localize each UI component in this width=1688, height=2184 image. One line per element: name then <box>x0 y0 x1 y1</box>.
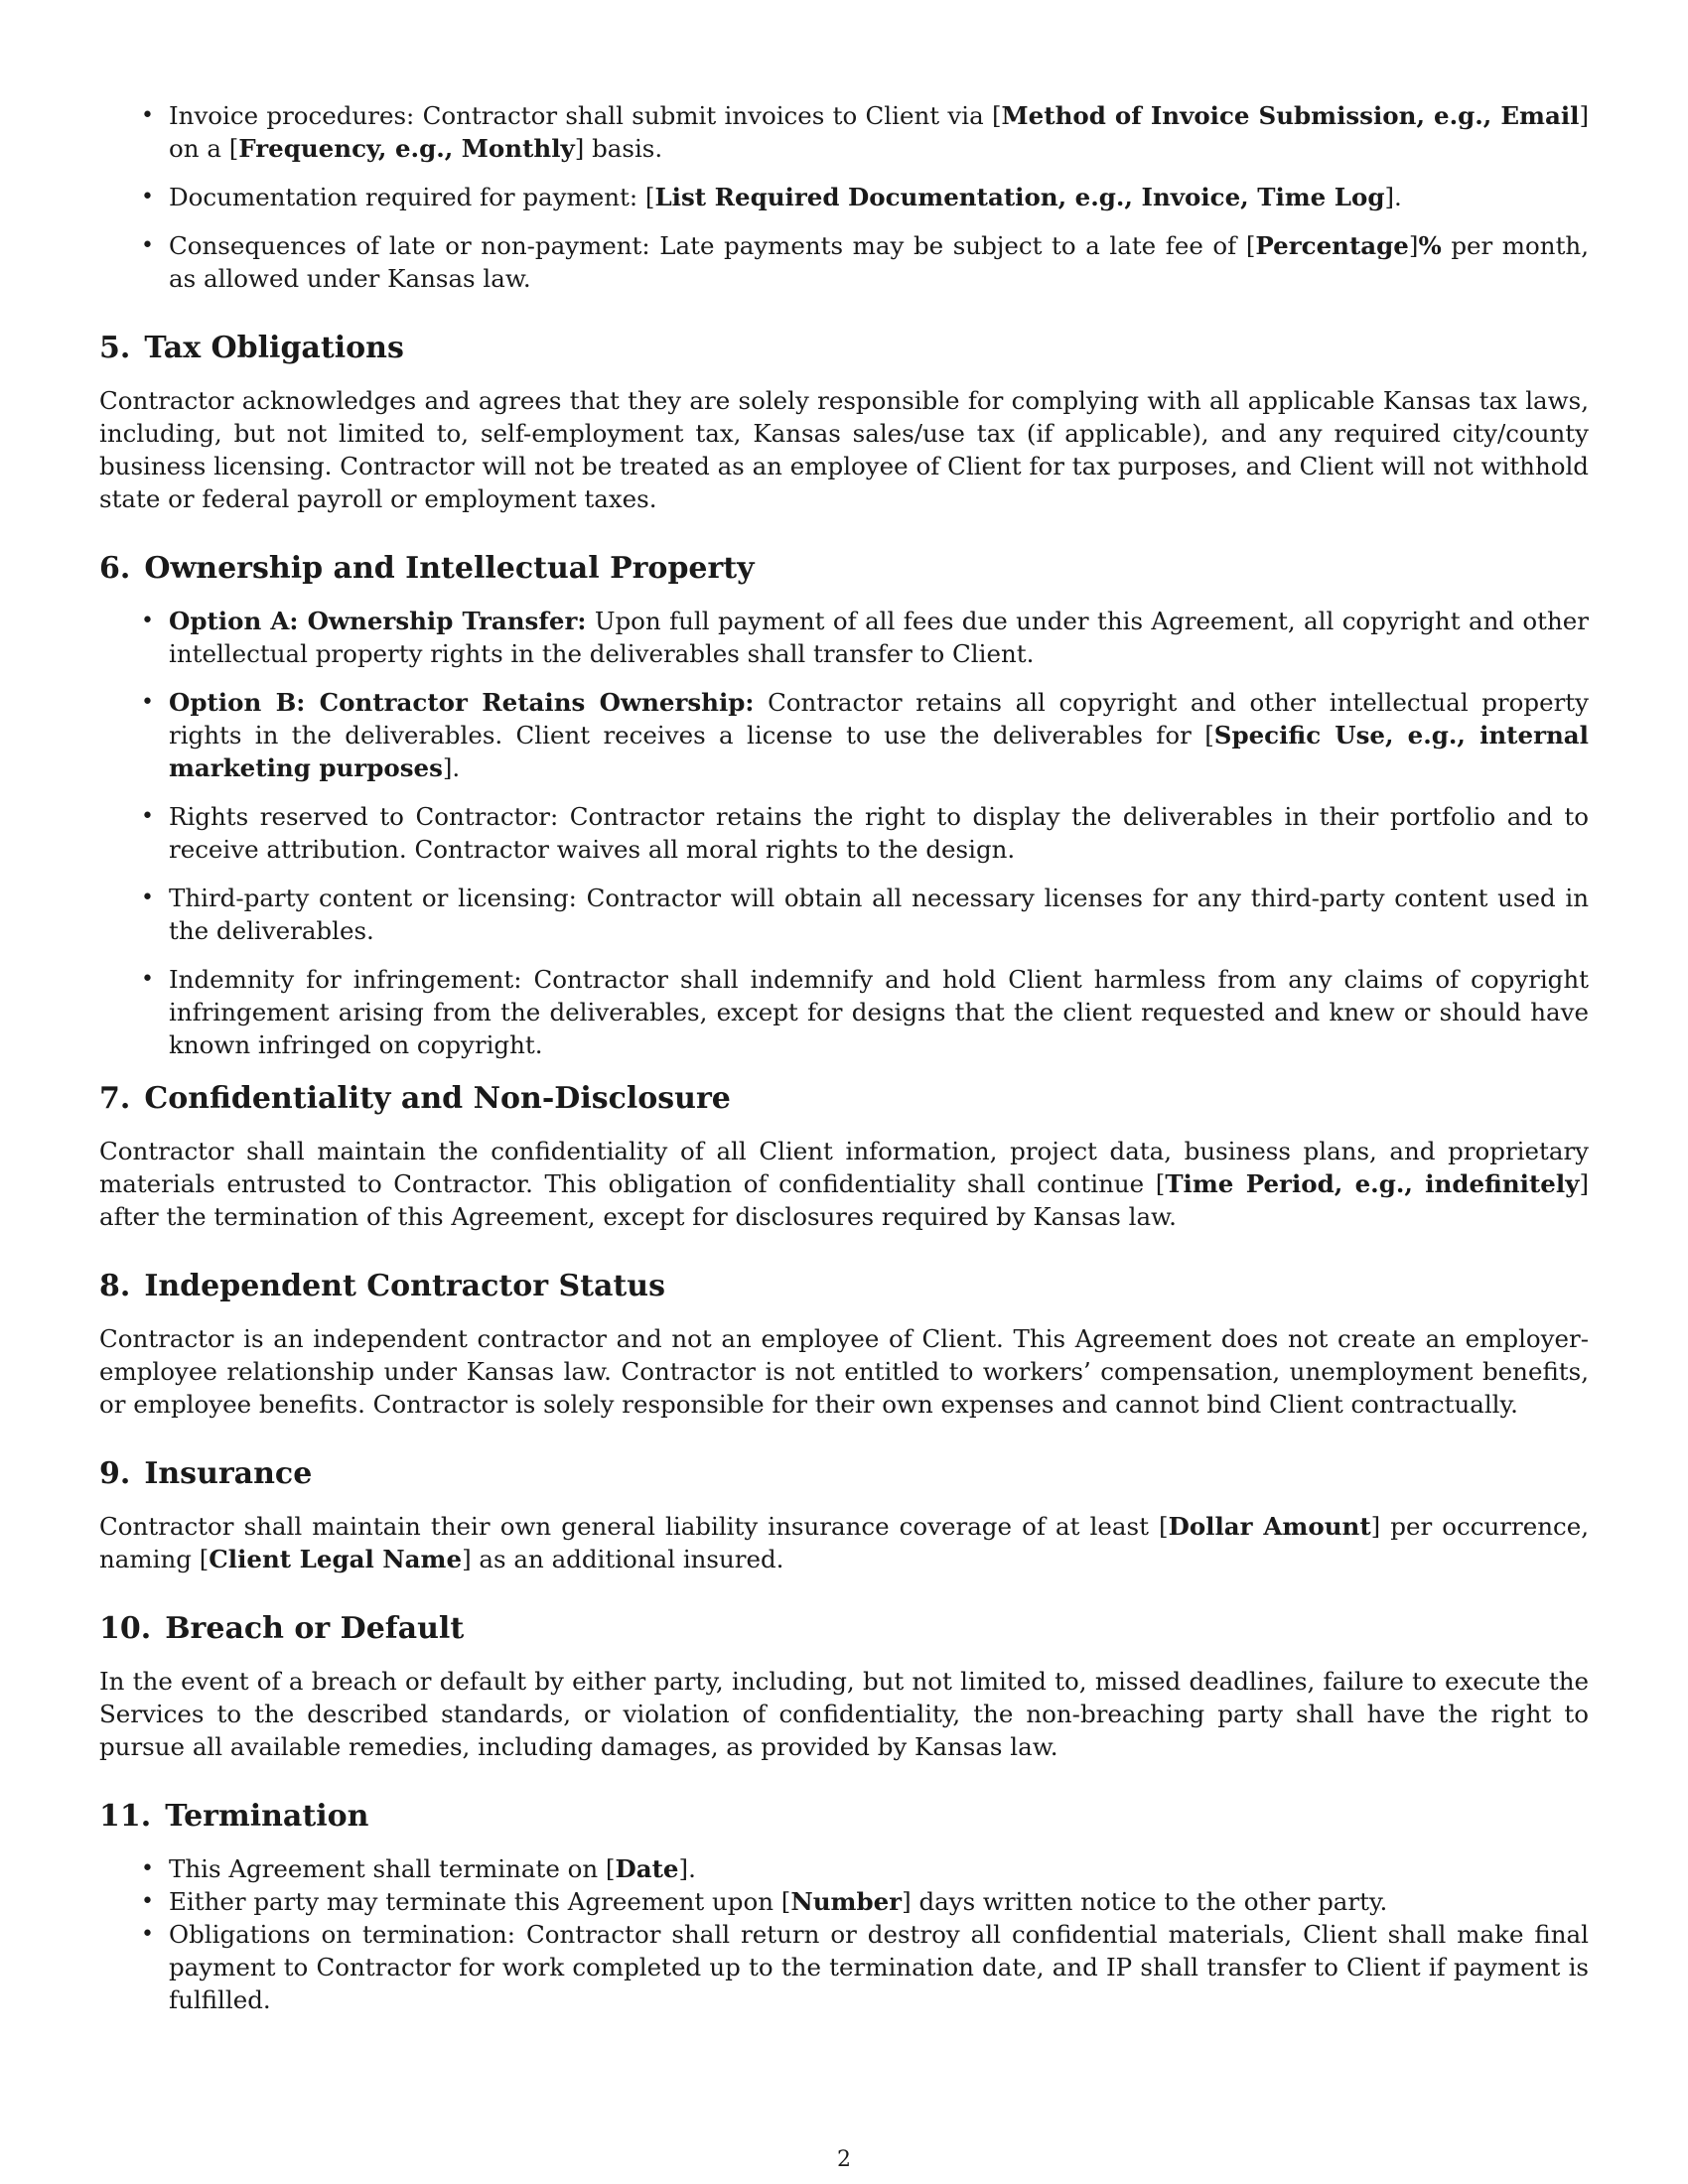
list-item-third-party: • Third-party content or licensing: Contractor will obtain all necessary licenses for any third-party content used in the deliverables. <box>169 882 1589 947</box>
ownership-list <box>99 605 1589 1061</box>
page-number: 2 <box>837 2147 851 2172</box>
section-heading-breach: 10. Breach or Default <box>99 1611 465 1646</box>
section-heading-contractor-status: 8. Independent Contractor Status <box>99 1269 665 1303</box>
section-heading-insurance: 9. Insurance <box>99 1456 313 1491</box>
list-item-invoice-procedures: • Invoice procedures: Contractor shall submit invoices to Client via [Method of Invoice Submission, e.g., Email] on a [Frequency, e.g., Monthly] basis. <box>169 99 1589 165</box>
list-item-option-b: • Option B: Contractor Retains Ownership: Contractor retains all copyright and other intellectual property rights in the deliverables. Client receives a license to use the deliverables for [Specific Use, e.g., internal marketing purposes]. <box>169 686 1589 784</box>
section-body-breach: In the event of a breach or default by either party, including, but not limited to, missed deadlines, failure to execute the Services to the described standards, or violation of confidentiality, the non-breaching party shall have the right to pursue all available remedies, including damages, as provided by Kansas law. <box>99 1667 1589 1761</box>
list-item-indemnity: • Indemnity for infringement: Contractor shall indemnify and hold Client harmless from any claims of copyright infringement arising from the deliverables, except for designs that the client requested and knew or should have known infringed on copyright. <box>169 963 1589 1061</box>
list-item-termination-obligations: • Obligations on termination: Contractor shall return or destroy all confidential materials, Client shall make final payment to Contractor for work completed up to the termination date, and IP shall transfer to Client if payment is fulfilled. <box>169 1918 1589 2016</box>
document-page <box>99 99 1589 2016</box>
list-item-rights-reserved: • Rights reserved to Contractor: Contractor retains the right to display the deliverables in their portfolio and to receive attribution. Contractor waives all moral rights to the design. <box>169 800 1589 866</box>
section-body-insurance: Contractor shall maintain their own general liability insurance coverage of at least [Dollar Amount] per occurrence, naming [Client Legal Name] as an additional insured. <box>99 1512 1589 1573</box>
list-item-late-payment: • Consequences of late or non-payment: Late payments may be subject to a late fee of [Percentage]% per month, as allowed under Kansas law. <box>169 229 1589 295</box>
section-heading-ownership: 6. Ownership and Intellectual Property <box>99 551 755 586</box>
section-body-tax: Contractor acknowledges and agrees that they are solely responsible for complying with all applicable Kansas tax laws, including, but not limited to, self-employment tax, Kansas sales/use tax (if applicable), and any required city/county business licensing. Contractor will not be treated as an employee of Client for tax purposes, and Client will not withhold state or federal payroll or employment taxes. <box>99 386 1589 513</box>
section-heading-tax: 5. Tax Obligations <box>99 331 404 365</box>
list-item-documentation: • Documentation required for payment: [List Required Documentation, e.g., Invoice, Time Log]. <box>169 181 1589 213</box>
section-heading-termination: 11. Termination <box>99 1799 369 1834</box>
payment-terms-list <box>99 99 1589 295</box>
termination-list <box>99 1852 1589 2016</box>
list-item-termination-date: • This Agreement shall terminate on [Date]. <box>169 1852 1589 1885</box>
section-body-contractor-status: Contractor is an independent contractor and not an employee of Client. This Agreement does not create an employer-employee relationship under Kansas law. Contractor is not entitled to workers’ compensation, unemployment benefits, or employee benefits. Contractor is solely responsible for their own expenses and cannot bind Client contractually. <box>99 1324 1589 1419</box>
list-item-option-a: • Option A: Ownership Transfer: Upon full payment of all fees due under this Agreement, all copyright and other intellectual property rights in the deliverables shall transfer to Client. <box>169 605 1589 670</box>
list-item-termination-notice: • Either party may terminate this Agreement upon [Number] days written notice to the other party. <box>169 1885 1589 1918</box>
section-body-confidentiality: Contractor shall maintain the confidentiality of all Client information, project data, business plans, and proprietary materials entrusted to Contractor. This obligation of confidentiality shall continue [Time Period, e.g., indefinitely] after the termination of this Agreement, except for disclosures required by Kansas law. <box>99 1137 1589 1231</box>
section-heading-confidentiality: 7. Confidentiality and Non-Disclosure <box>99 1081 731 1116</box>
